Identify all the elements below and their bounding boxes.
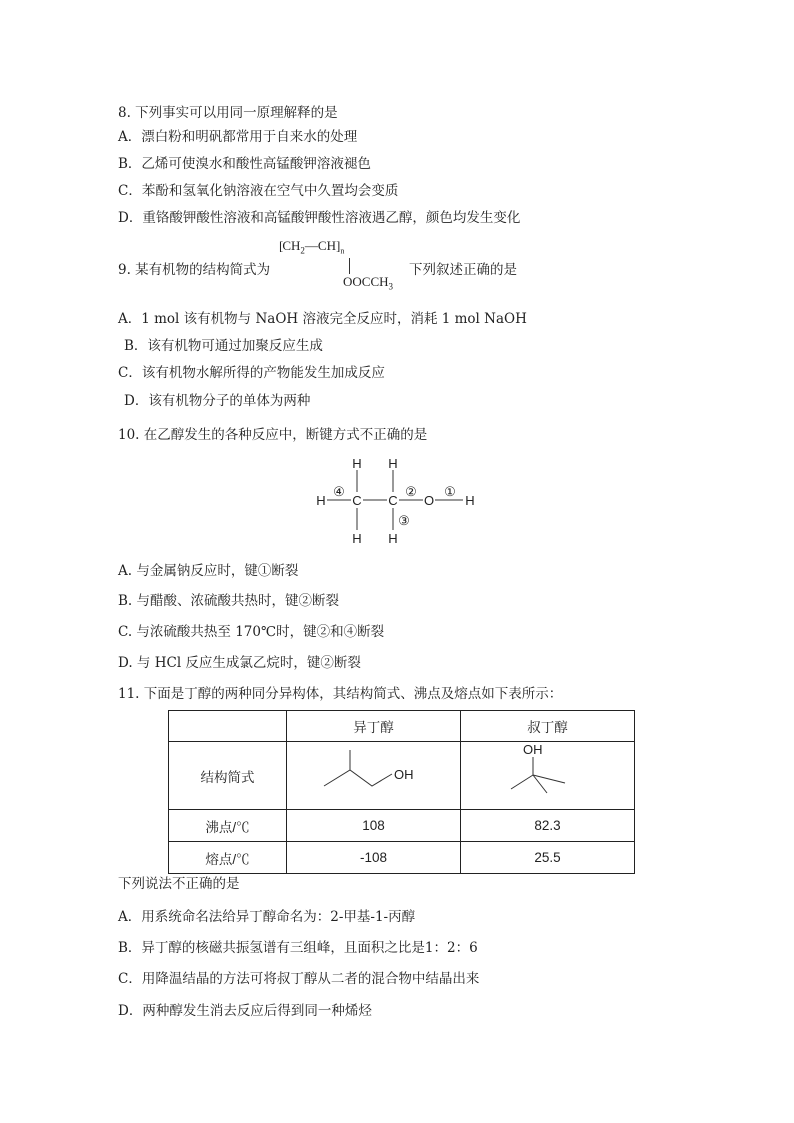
- bond-label-2: ②: [405, 484, 417, 499]
- atom-o: O: [423, 493, 435, 508]
- backbone-ch2: CH: [282, 238, 301, 253]
- table-header-cell: 叔丁醇: [461, 711, 635, 742]
- table-cell: 82.3: [461, 810, 635, 842]
- table-row: [169, 842, 635, 874]
- table-header-cell: [169, 711, 287, 742]
- q9-option-b: B．该有机物可通过加聚反应生成: [124, 338, 323, 354]
- atom-c: C: [388, 493, 398, 508]
- oh-label: OH: [522, 743, 542, 757]
- table-cell: 熔点/℃: [169, 842, 287, 874]
- polymer-backbone: $[CH_2—CH]_n$: [279, 238, 345, 256]
- backbone-ch: —CH: [304, 238, 336, 253]
- q8-option-b: B．乙烯可使溴水和酸性高锰酸钾溶液褪色: [118, 156, 371, 172]
- q10-option-c: C. 与浓硫酸共热至 170℃时，键②和④断裂: [118, 624, 385, 640]
- q11-stem: 11. 下面是丁醇的两种同分异构体，其结构简式、沸点及熔点如下表所示：: [118, 686, 563, 702]
- isobutanol-skeletal-formula: [314, 746, 434, 802]
- table-row: [169, 742, 635, 810]
- atom-h: H: [316, 493, 326, 508]
- q9-option-c: C．该有机物水解所得的产物能发生加成反应: [118, 365, 385, 381]
- q9-option-a: A．1 mol 该有机物与 NaOH 溶液完全反应时，消耗 1 mol NaOH: [118, 311, 527, 327]
- table-cell: 25.5: [461, 842, 635, 874]
- q10-option-b: B. 与醋酸、浓硫酸共热时，键②断裂: [118, 593, 340, 609]
- butanol-properties-table: [168, 710, 635, 874]
- q8-option-c: C．苯酚和氢氧化钠溶液在空气中久置均会变质: [118, 183, 399, 199]
- table-cell: -108: [287, 842, 461, 874]
- ethanol-bond-diagram: [305, 452, 490, 548]
- table-cell: 沸点/℃: [169, 810, 287, 842]
- bond-label-3: ③: [398, 513, 410, 528]
- atom-c: C: [352, 493, 362, 508]
- oh-label: OH: [393, 767, 413, 782]
- bond-label-1: ①: [444, 484, 456, 499]
- atom-h: H: [388, 456, 398, 471]
- q10-option-d: D. 与 HCl 反应生成氯乙烷时，键②断裂: [118, 655, 361, 671]
- bond-label-4: ④: [333, 484, 345, 499]
- tertbutanol-structure-cell: [461, 742, 635, 810]
- substituent-bond: [349, 258, 350, 274]
- q10-stem: 10. 在乙醇发生的各种反应中，断键方式不正确的是: [118, 427, 428, 443]
- substituent-acetate: $OOCCH_3$: [343, 274, 394, 292]
- isobutanol-structure-cell: [287, 742, 461, 810]
- q8-stem: 8. 下列事实可以用同一原理解释的是: [118, 105, 338, 121]
- q10-option-a: A. 与金属钠反应时，键①断裂: [118, 563, 299, 579]
- table-header-cell: 异丁醇: [287, 711, 461, 742]
- q9-stem-before: 9. 某有机物的结构简式为: [118, 262, 271, 278]
- table-row-label: 结构简式: [169, 742, 287, 810]
- atom-h: H: [352, 456, 362, 471]
- q8-option-d: D．重铬酸钾酸性溶液和高锰酸钾酸性溶液遇乙醇，颜色均发生变化: [118, 210, 521, 226]
- table-header-row: [169, 711, 635, 742]
- atom-h: H: [465, 493, 475, 508]
- q9-option-d: D．该有机物分子的单体为两种: [124, 393, 311, 409]
- q11-option-b: B．异丁醇的核磁共振氢谱有三组峰，且面积之比是1：2：6: [118, 940, 478, 956]
- atom-h: H: [352, 531, 362, 546]
- q11-option-c: C．用降温结晶的方法可将叔丁醇从二者的混合物中结晶出来: [118, 971, 480, 987]
- table-cell: 108: [287, 810, 461, 842]
- q9-stem-after: 下列叙述正确的是: [409, 262, 517, 278]
- atom-h: H: [388, 531, 398, 546]
- q11-option-a: A．用系统命名法给异丁醇命名为：2-甲基-1-丙醇: [118, 909, 416, 925]
- q11-followup: 下列说法不正确的是: [118, 876, 240, 892]
- tertbutanol-skeletal-formula: [503, 743, 593, 805]
- q8-option-a: A．漂白粉和明矾都常用于自来水的处理: [118, 129, 358, 145]
- repeat-n: n: [340, 246, 345, 256]
- table-row: [169, 810, 635, 842]
- q11-option-d: D．两种醇发生消去反应后得到同一种烯烃: [118, 1003, 372, 1019]
